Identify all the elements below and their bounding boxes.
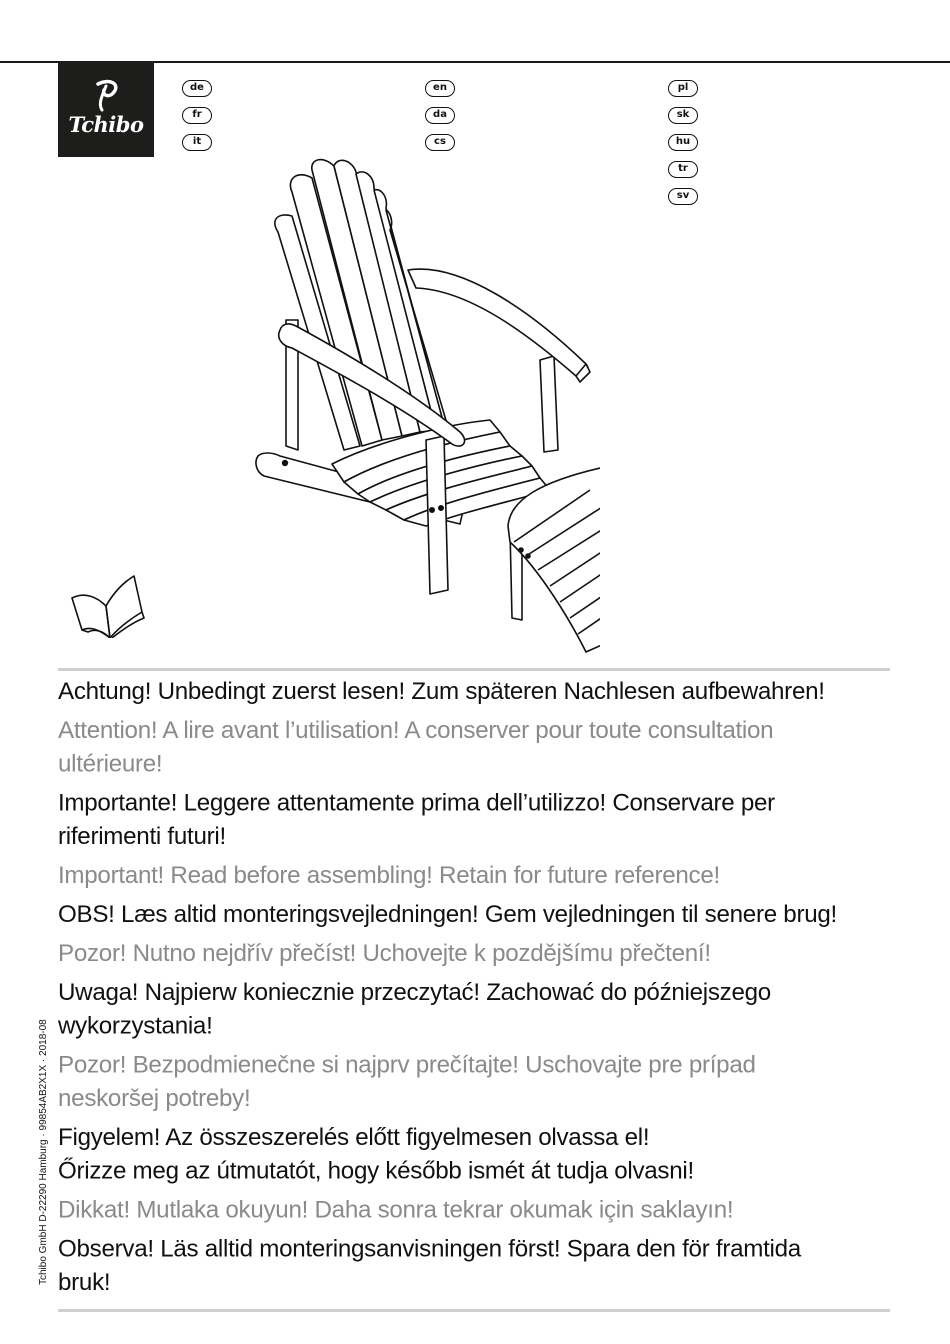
notice-text: OBS! Læs altid monteringsvejledningen! Gem vejledningen til senere brug! [58,899,837,928]
notice-text: Pozor! Nutno nejdřív přečíst! Uchovejte k pozdějšímu přečtení! [58,938,711,967]
notice-0 [58,674,839,707]
language-code-de: de [182,80,212,97]
notice-6 [58,975,839,1042]
language-code-pl: pl [668,80,698,97]
notice-text: Achtung! Unbedingt zuerst lesen! Zum späteren Nachlesen aufbewahren! [58,676,825,705]
notice-text: Figyelem! Az összeszerelés előtt figyelmesen olvassa el! [58,1122,650,1151]
notice-text: Attention! A lire avant l’utilisation! A conserver pour toute consultation ultérieure! [58,715,774,778]
logo-text: Tchibo [68,112,144,137]
notice-10 [58,1232,839,1299]
coffee-bean-icon [58,62,154,157]
notice-9 [58,1192,839,1225]
notice-text: Pozor! Bezpodmienečne si najprv prečítajte! Uschovajte pre prípad neskoršej potreby! [58,1050,756,1112]
tchibo-logo [58,62,154,157]
bottom-divider [58,1309,890,1312]
notice-7 [58,1048,839,1115]
notice-text: Important! Read before assembling! Retain for future reference! [58,860,720,889]
notice-3 [58,858,839,891]
notice-1 [58,713,839,780]
notice-text: Dikkat! Mutlaka okuyun! Daha sonra tekrar okumak için saklayın! [58,1195,734,1224]
notice-2 [58,786,839,853]
notice-text: Observa! Läs alltid monteringsanvisningen först! Spara den för framtida bruk! [58,1234,801,1296]
language-code-tr: tr [668,161,698,178]
notice-text-continued: Őrizze meg az útmutatót, hogy később ismét át tudja olvasni! [58,1156,694,1185]
language-code-it: it [182,134,212,151]
language-code-fr: fr [182,107,212,124]
language-code-sk: sk [668,107,698,124]
notice-8 [58,1120,839,1187]
notice-text: Importante! Leggere attentamente prima dell’utilizzo! Conservare per riferimenti futuri! [58,788,775,850]
adirondack-chair-illustration [240,150,600,670]
notice-4 [58,897,839,930]
language-code-da: da [425,107,455,124]
notice-text: Uwaga! Najpierw koniecznie przeczytać! Zachować do późniejszego wykorzystania! [58,977,771,1040]
imprint: Tchibo GmbH D-22290 Hamburg · 99854AB2X1X · 2018-08 [38,1019,49,1285]
safety-notices [58,674,839,1304]
notice-5 [58,936,839,969]
open-book-icon [62,568,148,638]
language-code-cs: cs [425,134,455,151]
language-code-hu: hu [668,134,698,151]
language-code-sv: sv [668,188,698,205]
top-divider [58,668,890,671]
language-code-en: en [425,80,455,97]
